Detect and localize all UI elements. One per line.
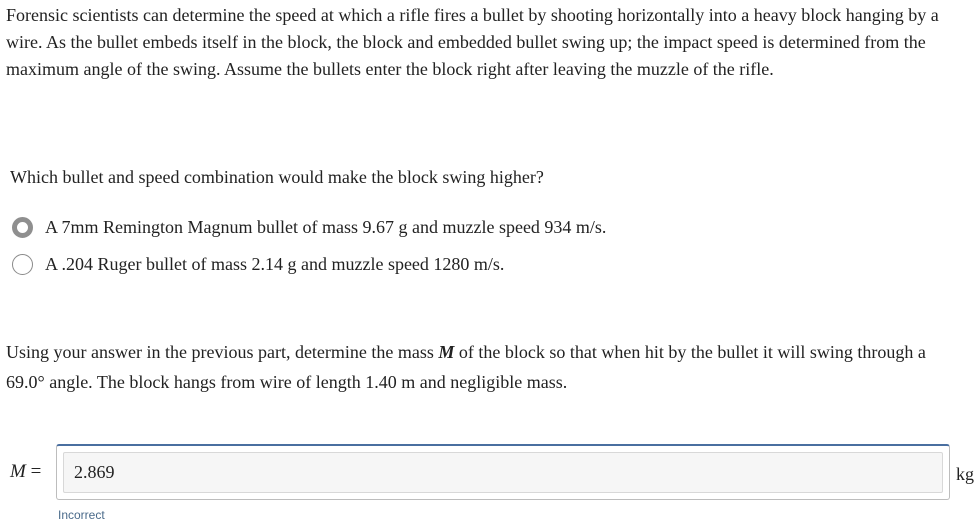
- part2-question: [6, 337, 968, 397]
- equals-sign: =: [30, 461, 42, 482]
- option-label: A 7mm Remington Magnum bullet of mass 9.67 g and muzzle speed 934 m/s.: [45, 216, 607, 237]
- option-remington[interactable]: [12, 214, 606, 240]
- part2-variable: M: [438, 342, 455, 362]
- problem-intro: Forensic scientists can determine the speed at which a rifle fires a bullet by shooting horizontally into a heavy block hanging by a wire. As the bullet embeds itself in the block, the block and embedded bullet swing up; the impact speed is determined from the maximum angle of the swing. Assume the bullets enter the block right after leaving the muzzle of the rifle.: [6, 5, 939, 79]
- option-ruger[interactable]: [12, 251, 606, 277]
- answer-variable-label: [10, 461, 41, 483]
- answer-variable: M: [10, 461, 26, 482]
- answer-status: Incorrect: [58, 508, 105, 522]
- radio-unselected-icon[interactable]: [12, 254, 33, 275]
- unit-label: kg: [956, 464, 974, 484]
- answer-options: [12, 214, 606, 288]
- option-label: A .204 Ruger bullet of mass 2.14 g and muzzle speed 1280 m/s.: [45, 253, 505, 274]
- part2-text-after: of the block so that when hit by the bullet it will swing through a 69.0° angle. The block hangs from wire of length 1.40 m and negligible mass.: [6, 342, 926, 392]
- part1-question: Which bullet and speed combination would make the block swing higher?: [10, 167, 544, 187]
- answer-box: [56, 444, 950, 500]
- radio-selected-icon[interactable]: [12, 217, 33, 238]
- mass-answer-input[interactable]: [63, 452, 943, 493]
- part2-text-before: Using your answer in the previous part, determine the mass: [6, 342, 439, 362]
